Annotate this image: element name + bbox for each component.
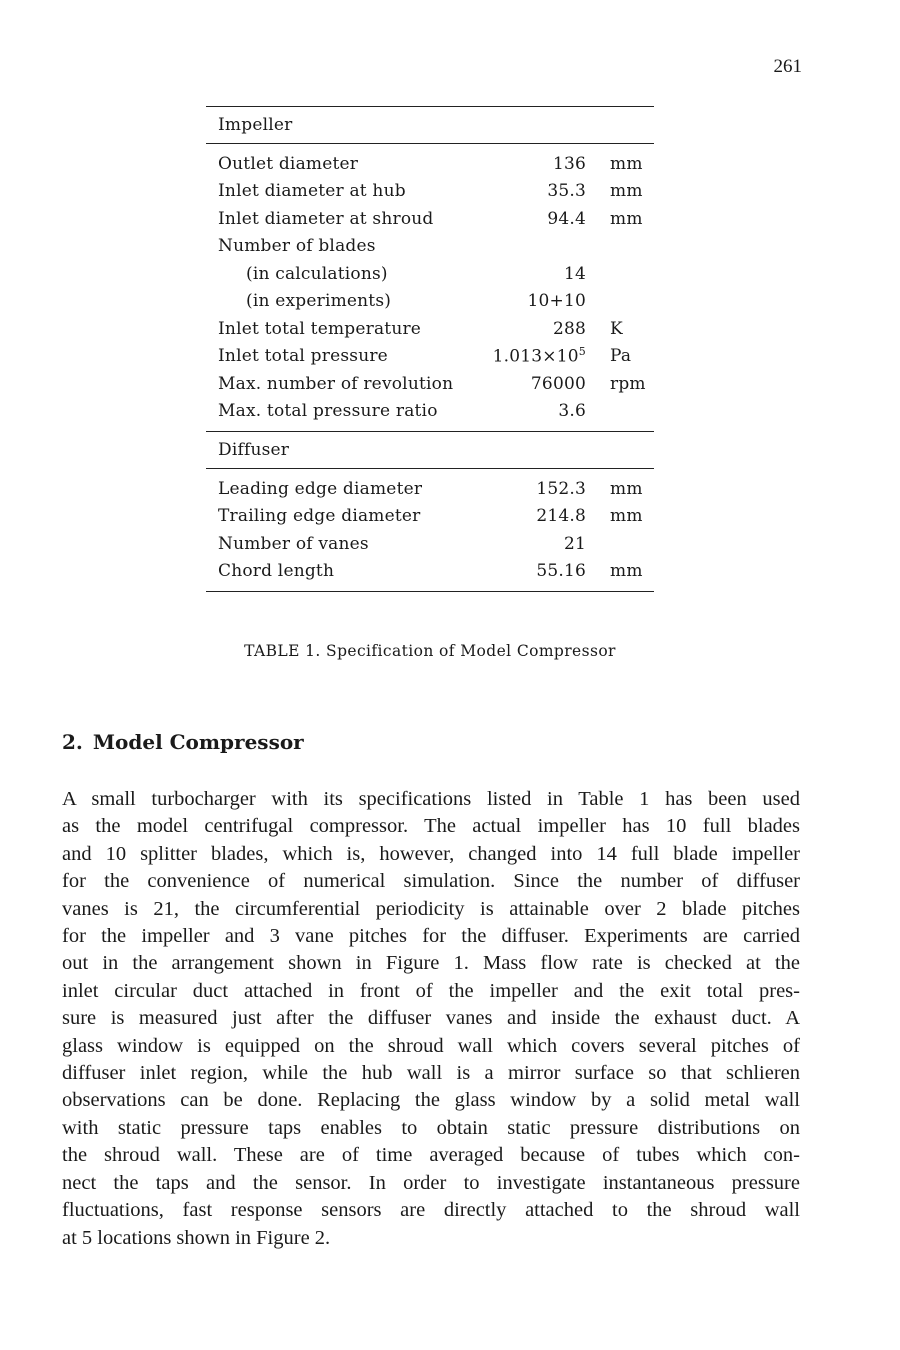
row-unit: mm	[610, 478, 643, 499]
paragraph-line: observations can be done. Replacing the glass window by a solid metal wall	[62, 1089, 800, 1112]
table-section-diffuser	[206, 469, 654, 591]
table-row	[206, 475, 654, 503]
table-section-heading-diffuser: Diffuser	[218, 440, 290, 460]
row-value-text: 1.013×10	[492, 347, 579, 368]
table-section-heading-impeller: Impeller	[218, 115, 293, 135]
section-heading	[62, 730, 304, 754]
row-value	[476, 506, 586, 526]
paragraph-line: as the model centrifugal compressor. The actual impeller has 10 full blades	[62, 815, 800, 838]
row-value-text: 94.4	[547, 208, 586, 229]
row-label: Chord length	[218, 561, 335, 582]
table-row	[206, 233, 654, 261]
section-title: Model Compressor	[92, 730, 304, 754]
paragraph-line: at 5 locations shown in Figure 2.	[62, 1226, 331, 1249]
body-paragraph	[62, 786, 800, 1252]
row-value	[476, 401, 586, 421]
table-bottom-rule	[206, 591, 654, 592]
row-unit: K	[610, 318, 623, 339]
paragraph-line: inlet circular duct attached in front of the impeller and the exit total pres-	[62, 979, 800, 1002]
row-value-text: 76000	[530, 373, 586, 394]
row-unit: mm	[610, 153, 643, 174]
row-unit: mm	[610, 181, 643, 202]
row-value-text: 10+10	[527, 291, 586, 312]
row-label: Max. total pressure ratio	[218, 401, 438, 422]
row-unit: Pa	[610, 346, 632, 367]
row-label: Number of blades	[218, 236, 376, 257]
table-row	[206, 288, 654, 316]
row-value	[476, 154, 586, 174]
row-value-text: 288	[552, 318, 586, 339]
row-unit: mm	[610, 561, 643, 582]
table-row	[206, 178, 654, 206]
row-label: Inlet diameter at hub	[218, 181, 406, 202]
row-value-text: 3.6	[558, 401, 586, 422]
paragraph-line: glass window is equipped on the shroud wall which covers several pitches of	[62, 1034, 800, 1057]
row-value	[476, 345, 586, 367]
table-row	[206, 558, 654, 586]
row-value	[476, 534, 586, 554]
section-number: 2.	[62, 730, 83, 754]
paragraph-line: for the impeller and 3 vane pitches for the diffuser. Experiments are carried	[62, 925, 800, 948]
table-row	[206, 530, 654, 558]
row-unit: mm	[610, 506, 643, 527]
row-value	[476, 264, 586, 284]
table-row	[206, 343, 654, 371]
row-value-text: 21	[563, 533, 586, 554]
paragraph-line: out in the arrangement shown in Figure 1. Mass flow rate is checked at the	[62, 952, 800, 975]
paragraph-line: diffuser inlet region, while the hub wall is a mirror surface so that schlieren	[62, 1062, 800, 1085]
table-row	[206, 205, 654, 233]
row-label: Outlet diameter	[218, 153, 359, 174]
row-value	[476, 209, 586, 229]
table-row	[206, 503, 654, 531]
row-label: Max. number of revolution	[218, 373, 454, 394]
row-value-text: 214.8	[536, 506, 586, 527]
table-row	[206, 260, 654, 288]
paragraph-line: for the convenience of numerical simulation. Since the number of diffuser	[62, 870, 800, 893]
row-value-text: 152.3	[536, 478, 586, 499]
table-row	[206, 315, 654, 343]
row-label: Inlet total temperature	[218, 318, 422, 339]
row-label: Number of vanes	[218, 533, 369, 554]
paragraph-line: and 10 splitter blades, which is, however, changed into 14 full blade impeller	[62, 842, 800, 865]
table-section-impeller	[206, 144, 654, 431]
table-row	[206, 150, 654, 178]
paragraph-line: fluctuations, fast response sensors are directly attached to the shroud wall	[62, 1199, 800, 1222]
row-value-text: 35.3	[547, 181, 586, 202]
row-value-text: 136	[552, 153, 586, 174]
row-label: Inlet total pressure	[218, 346, 388, 367]
row-value	[476, 374, 586, 394]
row-value-text: 55.16	[536, 561, 586, 582]
row-label: Inlet diameter at shroud	[218, 208, 434, 229]
row-label: Trailing edge diameter	[218, 506, 421, 527]
row-label: Leading edge diameter	[218, 478, 423, 499]
row-value	[476, 181, 586, 201]
table-row	[206, 370, 654, 398]
paragraph-line: the shroud wall. These are of time averaged because of tubes which con-	[62, 1144, 800, 1167]
paragraph-line: sure is measured just after the diffuser vanes and inside the exhaust duct. A	[62, 1007, 800, 1030]
paragraph-line: A small turbocharger with its specifications listed in Table 1 has been used	[62, 788, 800, 810]
row-label: (in calculations)	[246, 263, 388, 284]
row-value-exponent: 5	[578, 345, 586, 359]
page-number: 261	[773, 56, 802, 77]
paragraph-line: with static pressure taps enables to obtain static pressure distributions on	[62, 1116, 800, 1139]
table-row	[206, 398, 654, 426]
row-value	[476, 291, 586, 311]
row-value	[476, 561, 586, 581]
row-value	[476, 319, 586, 339]
row-label: (in experiments)	[246, 291, 392, 312]
row-value	[476, 479, 586, 499]
row-value-text: 14	[563, 263, 586, 284]
paragraph-line: nect the taps and the sensor. In order to investigate instantaneous pressure	[62, 1171, 800, 1194]
table-caption: TABLE 1. Specification of Model Compressor	[244, 642, 616, 660]
row-unit: mm	[610, 208, 643, 229]
row-unit: rpm	[610, 373, 646, 394]
paragraph-line: vanes is 21, the circumferential periodicity is attainable over 2 blade pitches	[62, 897, 800, 920]
specification-table	[206, 106, 654, 592]
